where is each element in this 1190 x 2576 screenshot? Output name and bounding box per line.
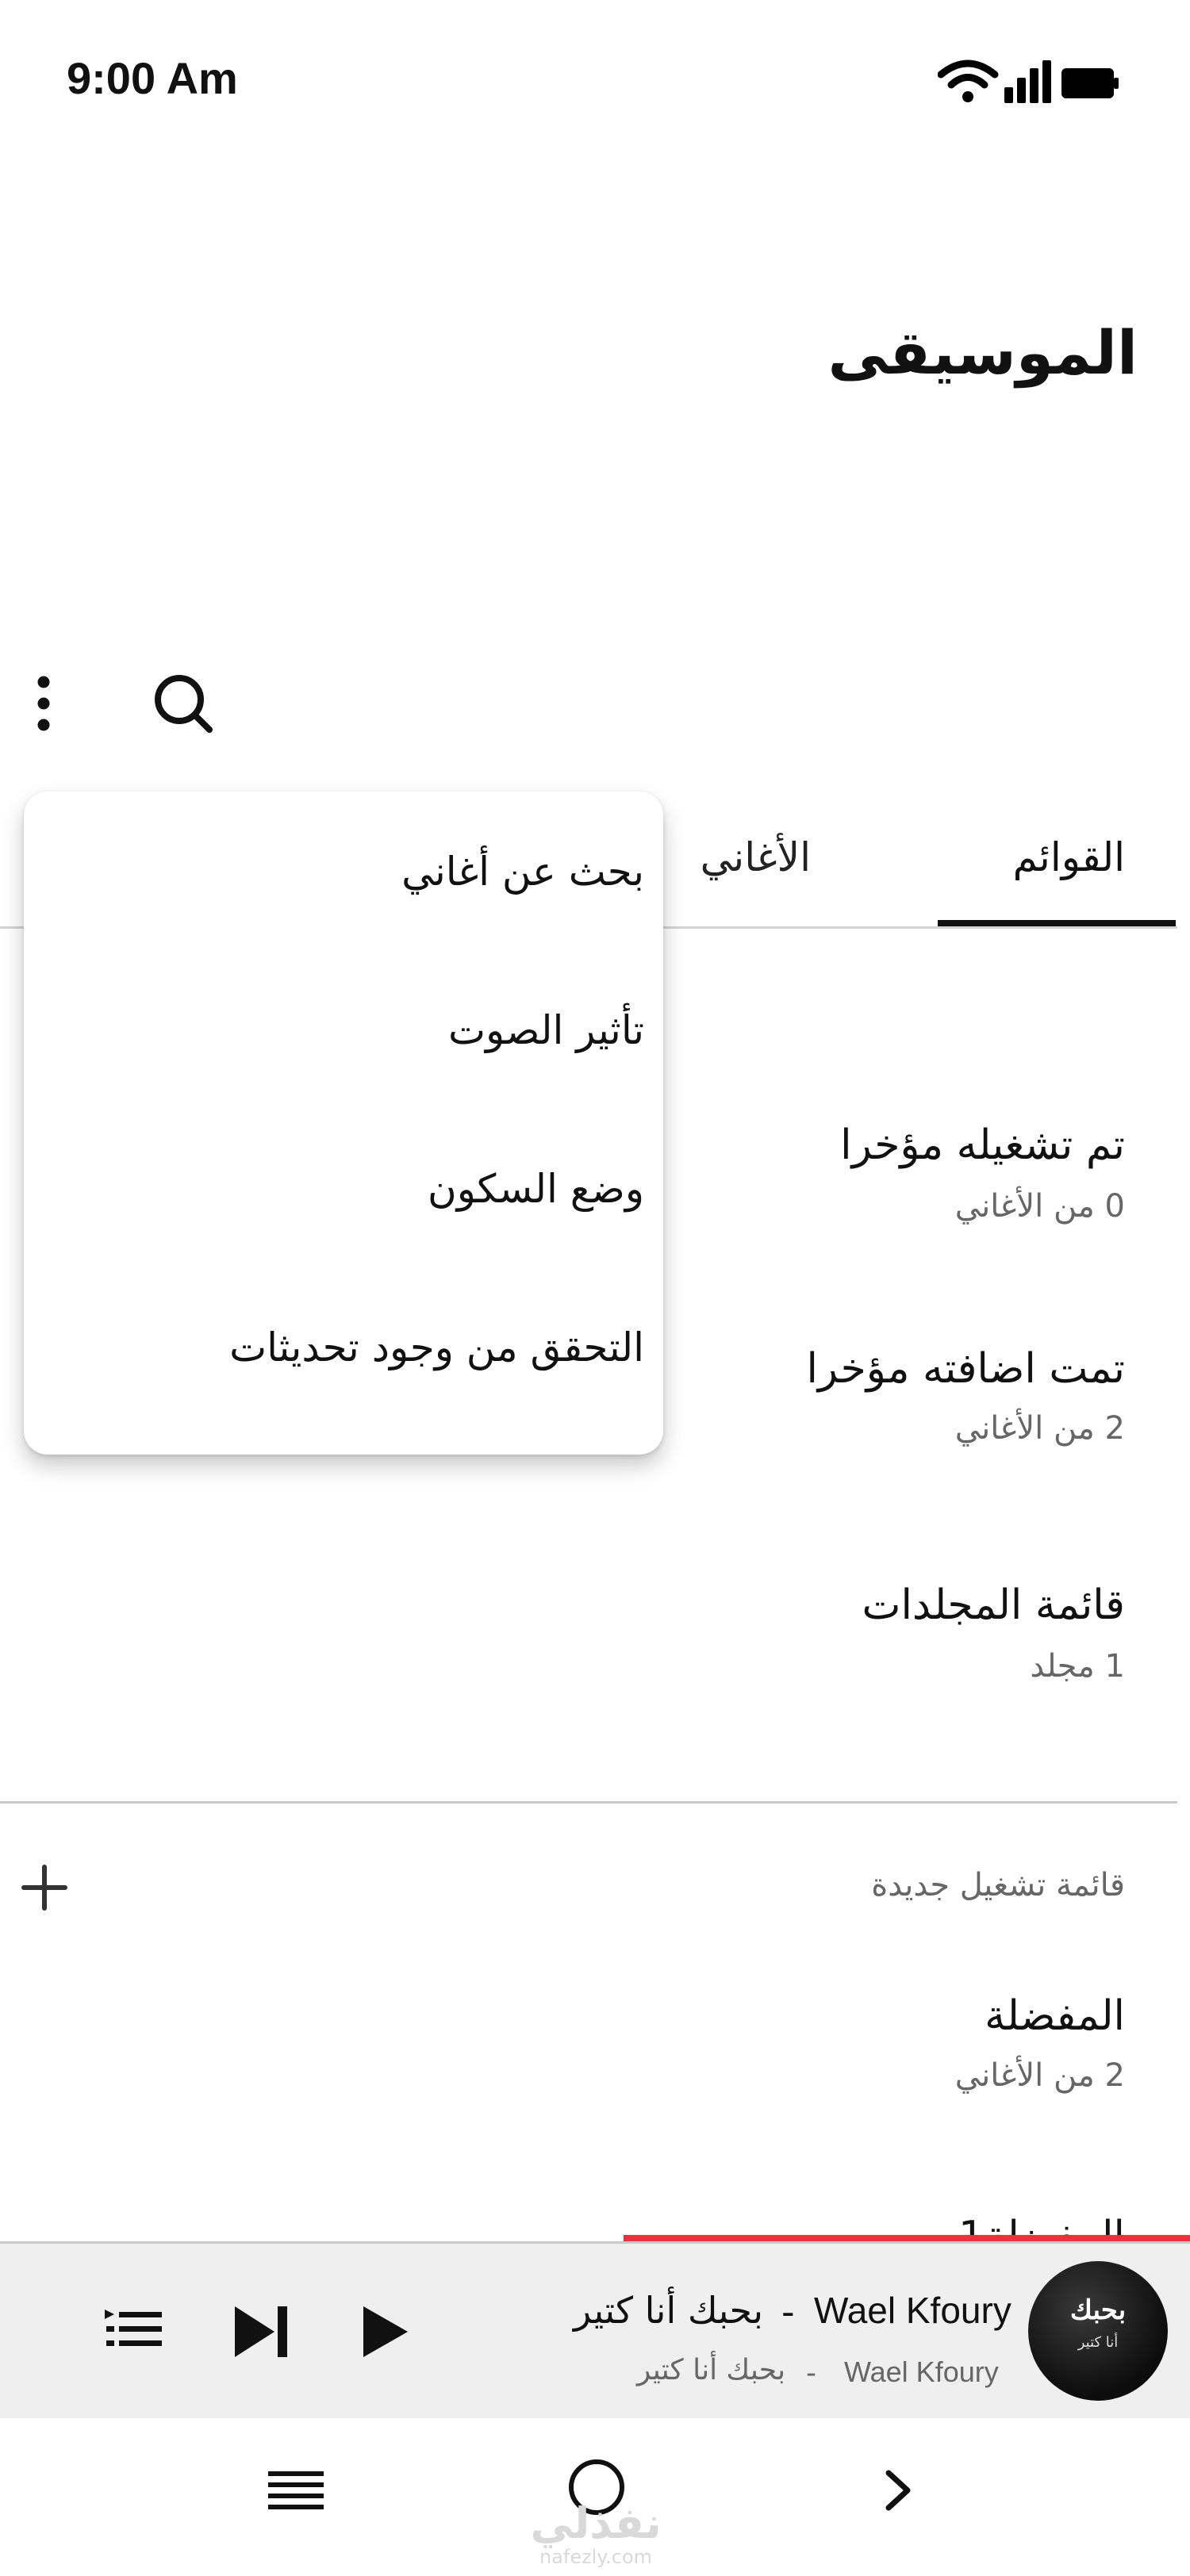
now-playing-song-sub: بحبك أنا كتير [636,2354,785,2386]
search-button[interactable] [148,668,219,739]
add-playlist-button[interactable] [19,1862,70,1913]
album-art-title: بحبك [1069,2294,1127,2326]
now-playing-separator: - [781,2290,795,2333]
playlist-favorites-title[interactable]: المفضلة [985,1992,1125,2040]
menu-item-sound-effect[interactable]: تأثير الصوت [447,1007,644,1053]
tab-playlists[interactable]: القوائم [1012,834,1125,880]
wifi-icon [941,63,995,102]
signal-icon [1004,60,1051,103]
list-item-folders-subtitle: 1 مجلد [1030,1648,1125,1685]
queue-button[interactable] [103,2305,163,2359]
plus-icon [19,1862,70,1913]
now-playing-separator-sub: - [806,2357,816,2390]
menu-item-search-songs[interactable]: بحث عن أغاني [401,849,644,895]
list-item-recently-added-title[interactable]: تمت اضافته مؤخرا [806,1345,1125,1393]
search-icon [148,668,219,739]
now-playing-song: بحبك أنا كتير [573,2289,763,2332]
playlist-favorites-subtitle: 2 من الأغاني [954,2057,1125,2094]
next-button[interactable] [228,2298,295,2365]
active-tab-indicator [938,920,1176,926]
status-icons [938,57,1120,105]
now-playing-artist-sub: Wael Kfoury [844,2356,999,2388]
list-item-folders-title[interactable]: قائمة المجلدات [862,1581,1125,1629]
queue-list-icon [103,2305,163,2359]
menu-item-sleep-mode[interactable]: وضع السكون [428,1166,644,1212]
watermark: نفذلي [530,2498,662,2548]
play-icon [352,2298,419,2365]
now-playing-artist: Wael Kfoury [814,2290,1012,2331]
battery-icon [1061,68,1119,98]
play-button[interactable] [352,2298,419,2365]
menu-item-check-updates[interactable]: التحقق من وجود تحديثات [229,1324,644,1370]
album-art-subtitle: أنا كتير [1077,2334,1119,2351]
tab-songs[interactable]: الأغاني [700,834,811,880]
menu-icon [268,2468,324,2513]
skip-next-icon [228,2298,295,2365]
overflow-menu [24,792,663,1455]
list-item-recently-played-subtitle: 0 من الأغاني [954,1188,1125,1225]
nav-back-button[interactable] [879,2463,917,2517]
list-item-recently-played-title[interactable]: تم تشغيله مؤخرا [840,1121,1125,1169]
page-title: الموسيقى [827,317,1138,388]
playback-progress-bar[interactable] [624,2235,1190,2241]
nav-recents-button[interactable] [268,2468,324,2513]
album-art[interactable] [1028,2261,1168,2401]
watermark-url: nafezly.com [539,2546,653,2568]
back-chevron-icon [879,2463,917,2517]
section-divider [0,1801,1177,1804]
more-options-button[interactable] [24,668,63,739]
new-playlist-label[interactable]: قائمة تشغيل جديدة [871,1867,1125,1903]
list-item-recently-added-subtitle: 2 من الأغاني [954,1410,1125,1447]
status-time: 9:00 Am [67,53,238,103]
more-vert-icon [24,668,63,739]
